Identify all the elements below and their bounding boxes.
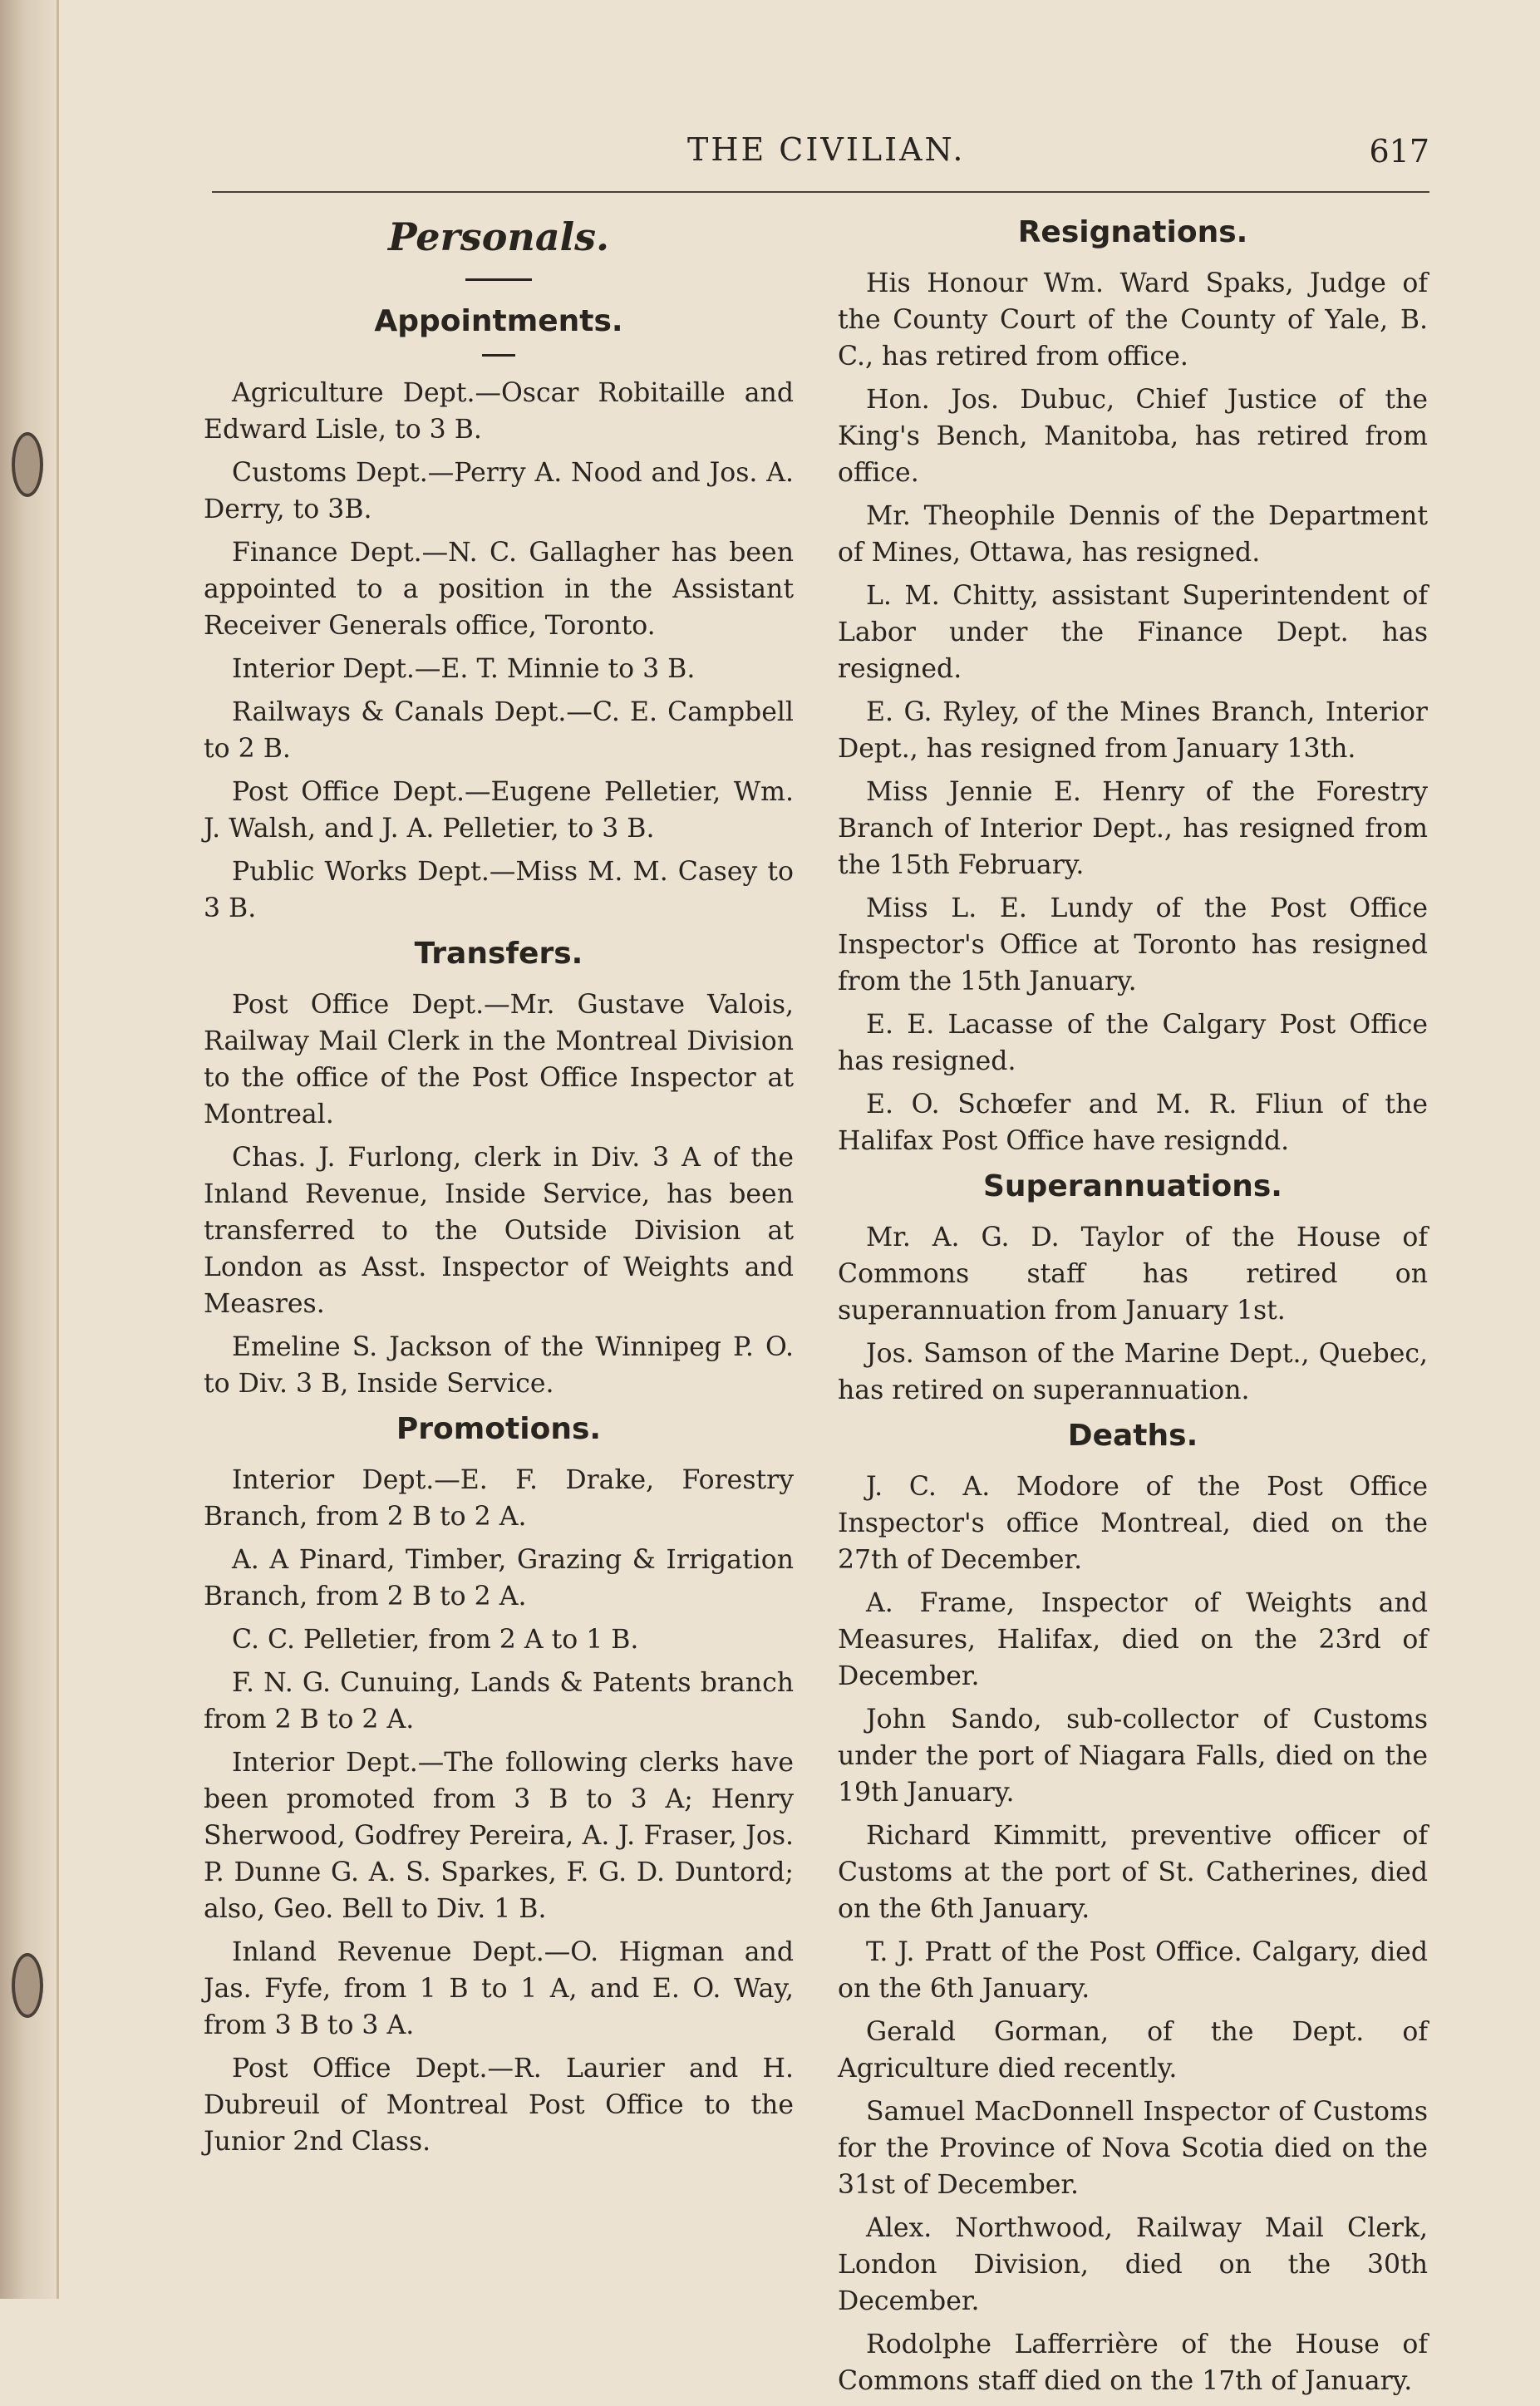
- list-item: Public Works Dept.—Miss M. M. Casey to 3 B.: [204, 857, 794, 923]
- list-item: Post Office Dept.—R. Laurier and H. Dubreuil of Montreal Post Office to the Junior 2nd Class.: [204, 2054, 794, 2157]
- list-item: Jos. Samson of the Marine Dept., Quebec, has retired on superannuation.: [838, 1339, 1428, 1405]
- list-item: Customs Dept.—Perry A. Nood and Jos. A. Derry, to 3B.: [204, 458, 794, 524]
- list-item: Post Office Dept.—Mr. Gustave Valois, Railway Mail Clerk in the Montreal Division to the office of the Post Office Inspector at Montreal.: [204, 990, 794, 1129]
- section-heading-appointments: Appointments.: [374, 304, 623, 338]
- column-title: Personals.: [387, 214, 610, 259]
- section-heading-resignations: Resignations.: [1017, 215, 1248, 249]
- list-item: Richard Kimmitt, preventive officer of Customs at the port of St. Catherines, died on the 6th January.: [838, 1821, 1428, 1924]
- list-item: Emeline S. Jackson of the Winnipeg P. O. to Div. 3 B, Inside Service.: [204, 1332, 794, 1399]
- list-item: F. N. G. Cunuing, Lands & Patents branch from 2 B to 2 A.: [204, 1668, 794, 1734]
- list-item: Miss Jennie E. Henry of the Forestry Branch of Interior Dept., has resigned from the 15th February.: [838, 777, 1428, 880]
- list-item: John Sando, sub-collector of Customs under the port of Niagara Falls, died on the 19th January.: [838, 1705, 1428, 1808]
- list-item: L. M. Chitty, assistant Superintendent of Labor under the Finance Dept. has resigned.: [838, 581, 1428, 684]
- page-number: 617: [1369, 133, 1429, 170]
- section-heading-deaths: Deaths.: [1067, 1419, 1198, 1453]
- list-item: Finance Dept.—N. C. Gallagher has been appointed to a position in the Assistant Receiver Generals office, Toronto.: [204, 538, 794, 641]
- list-item: Hon. Jos. Dubuc, Chief Justice of the King's Bench, Manitoba, has retired from office.: [838, 385, 1428, 488]
- list-item: Post Office Dept.—Eugene Pelletier, Wm. J. Walsh, and J. A. Pelletier, to 3 B.: [204, 777, 794, 844]
- list-item: Rodolphe Lafferrière of the House of Commons staff died on the 17th of January.: [838, 2330, 1428, 2396]
- list-item: Mr. A. G. D. Taylor of the House of Commons staff has retired on superannuation from January 1st.: [838, 1223, 1428, 1326]
- list-item: Alex. Northwood, Railway Mail Clerk, London Division, died on the 30th December.: [838, 2213, 1428, 2316]
- right-column: [838, 212, 1428, 2406]
- section-divider: [482, 354, 515, 357]
- list-item: Agriculture Dept.—Oscar Robitaille and Edward Lisle, to 3 B.: [204, 378, 794, 445]
- page-header: [212, 131, 1429, 181]
- list-item: E. G. Ryley, of the Mines Branch, Interior Dept., has resigned from January 13th.: [838, 697, 1428, 764]
- section-heading-promotions: Promotions.: [396, 1412, 602, 1446]
- list-item: Inland Revenue Dept.—O. Higman and Jas. Fyfe, from 1 B to 1 A, and E. O. Way, from 3 B to 3 A.: [204, 1937, 794, 2040]
- publication-title: THE CIVILIAN.: [687, 131, 966, 168]
- list-item: Miss L. E. Lundy of the Post Office Inspector's Office at Toronto has resigned from the 15th January.: [838, 893, 1428, 996]
- list-item: His Honour Wm. Ward Spaks, Judge of the County Court of the County of Yale, B. C., has retired from office.: [838, 268, 1428, 371]
- list-item: Gerald Gorman, of the Dept. of Agriculture died recently.: [838, 2017, 1428, 2084]
- left-column: [204, 212, 794, 2167]
- binding-hole-bottom: [12, 1953, 43, 2018]
- list-item: Mr. Theophile Dennis of the Department of Mines, Ottawa, has resigned.: [838, 501, 1428, 568]
- title-divider: [465, 278, 532, 281]
- list-item: Samuel MacDonnell Inspector of Customs for the Province of Nova Scotia died on the 31st of December.: [838, 2097, 1428, 2200]
- list-item: T. J. Pratt of the Post Office. Calgary, died on the 6th January.: [838, 1937, 1428, 2004]
- list-item: Railways & Canals Dept.—C. E. Campbell to 2 B.: [204, 697, 794, 764]
- list-item: Interior Dept.—The following clerks have been promoted from 3 B to 3 A; Henry Sherwood, Godfrey Pereira, A. J. Fraser, Jos. P. Dunne G. A. S. Sparkes, F. G. D. Duntord; also, Geo. Bell to Div. 1 B.: [204, 1748, 794, 1924]
- list-item: C. C. Pelletier, from 2 A to 1 B.: [232, 1625, 639, 1655]
- list-item: J. C. A. Modore of the Post Office Inspector's office Montreal, died on the 27th of December.: [838, 1472, 1428, 1575]
- list-item: A. A Pinard, Timber, Grazing & Irrigation Branch, from 2 B to 2 A.: [204, 1545, 794, 1611]
- header-rule: [212, 191, 1429, 193]
- list-item: Interior Dept.—E. T. Minnie to 3 B.: [232, 654, 696, 684]
- binding-hole-top: [12, 432, 43, 497]
- list-item: Interior Dept.—E. F. Drake, Forestry Branch, from 2 B to 2 A.: [204, 1465, 794, 1532]
- section-heading-transfers: Transfers.: [414, 937, 583, 971]
- list-item: E. E. Lacasse of the Calgary Post Office has resigned.: [838, 1010, 1428, 1076]
- list-item: Chas. J. Furlong, clerk in Div. 3 A of the Inland Revenue, Inside Service, has been transferred to the Outside Division at London as Asst. Inspector of Weights and Measres.: [204, 1143, 794, 1319]
- spine-edge: [57, 0, 59, 2299]
- list-item: E. O. Schœfer and M. R. Fliun of the Halifax Post Office have resigndd.: [838, 1090, 1428, 1156]
- section-heading-superannuations: Superannuations.: [983, 1169, 1282, 1203]
- list-item: A. Frame, Inspector of Weights and Measures, Halifax, died on the 23rd of December.: [838, 1588, 1428, 1691]
